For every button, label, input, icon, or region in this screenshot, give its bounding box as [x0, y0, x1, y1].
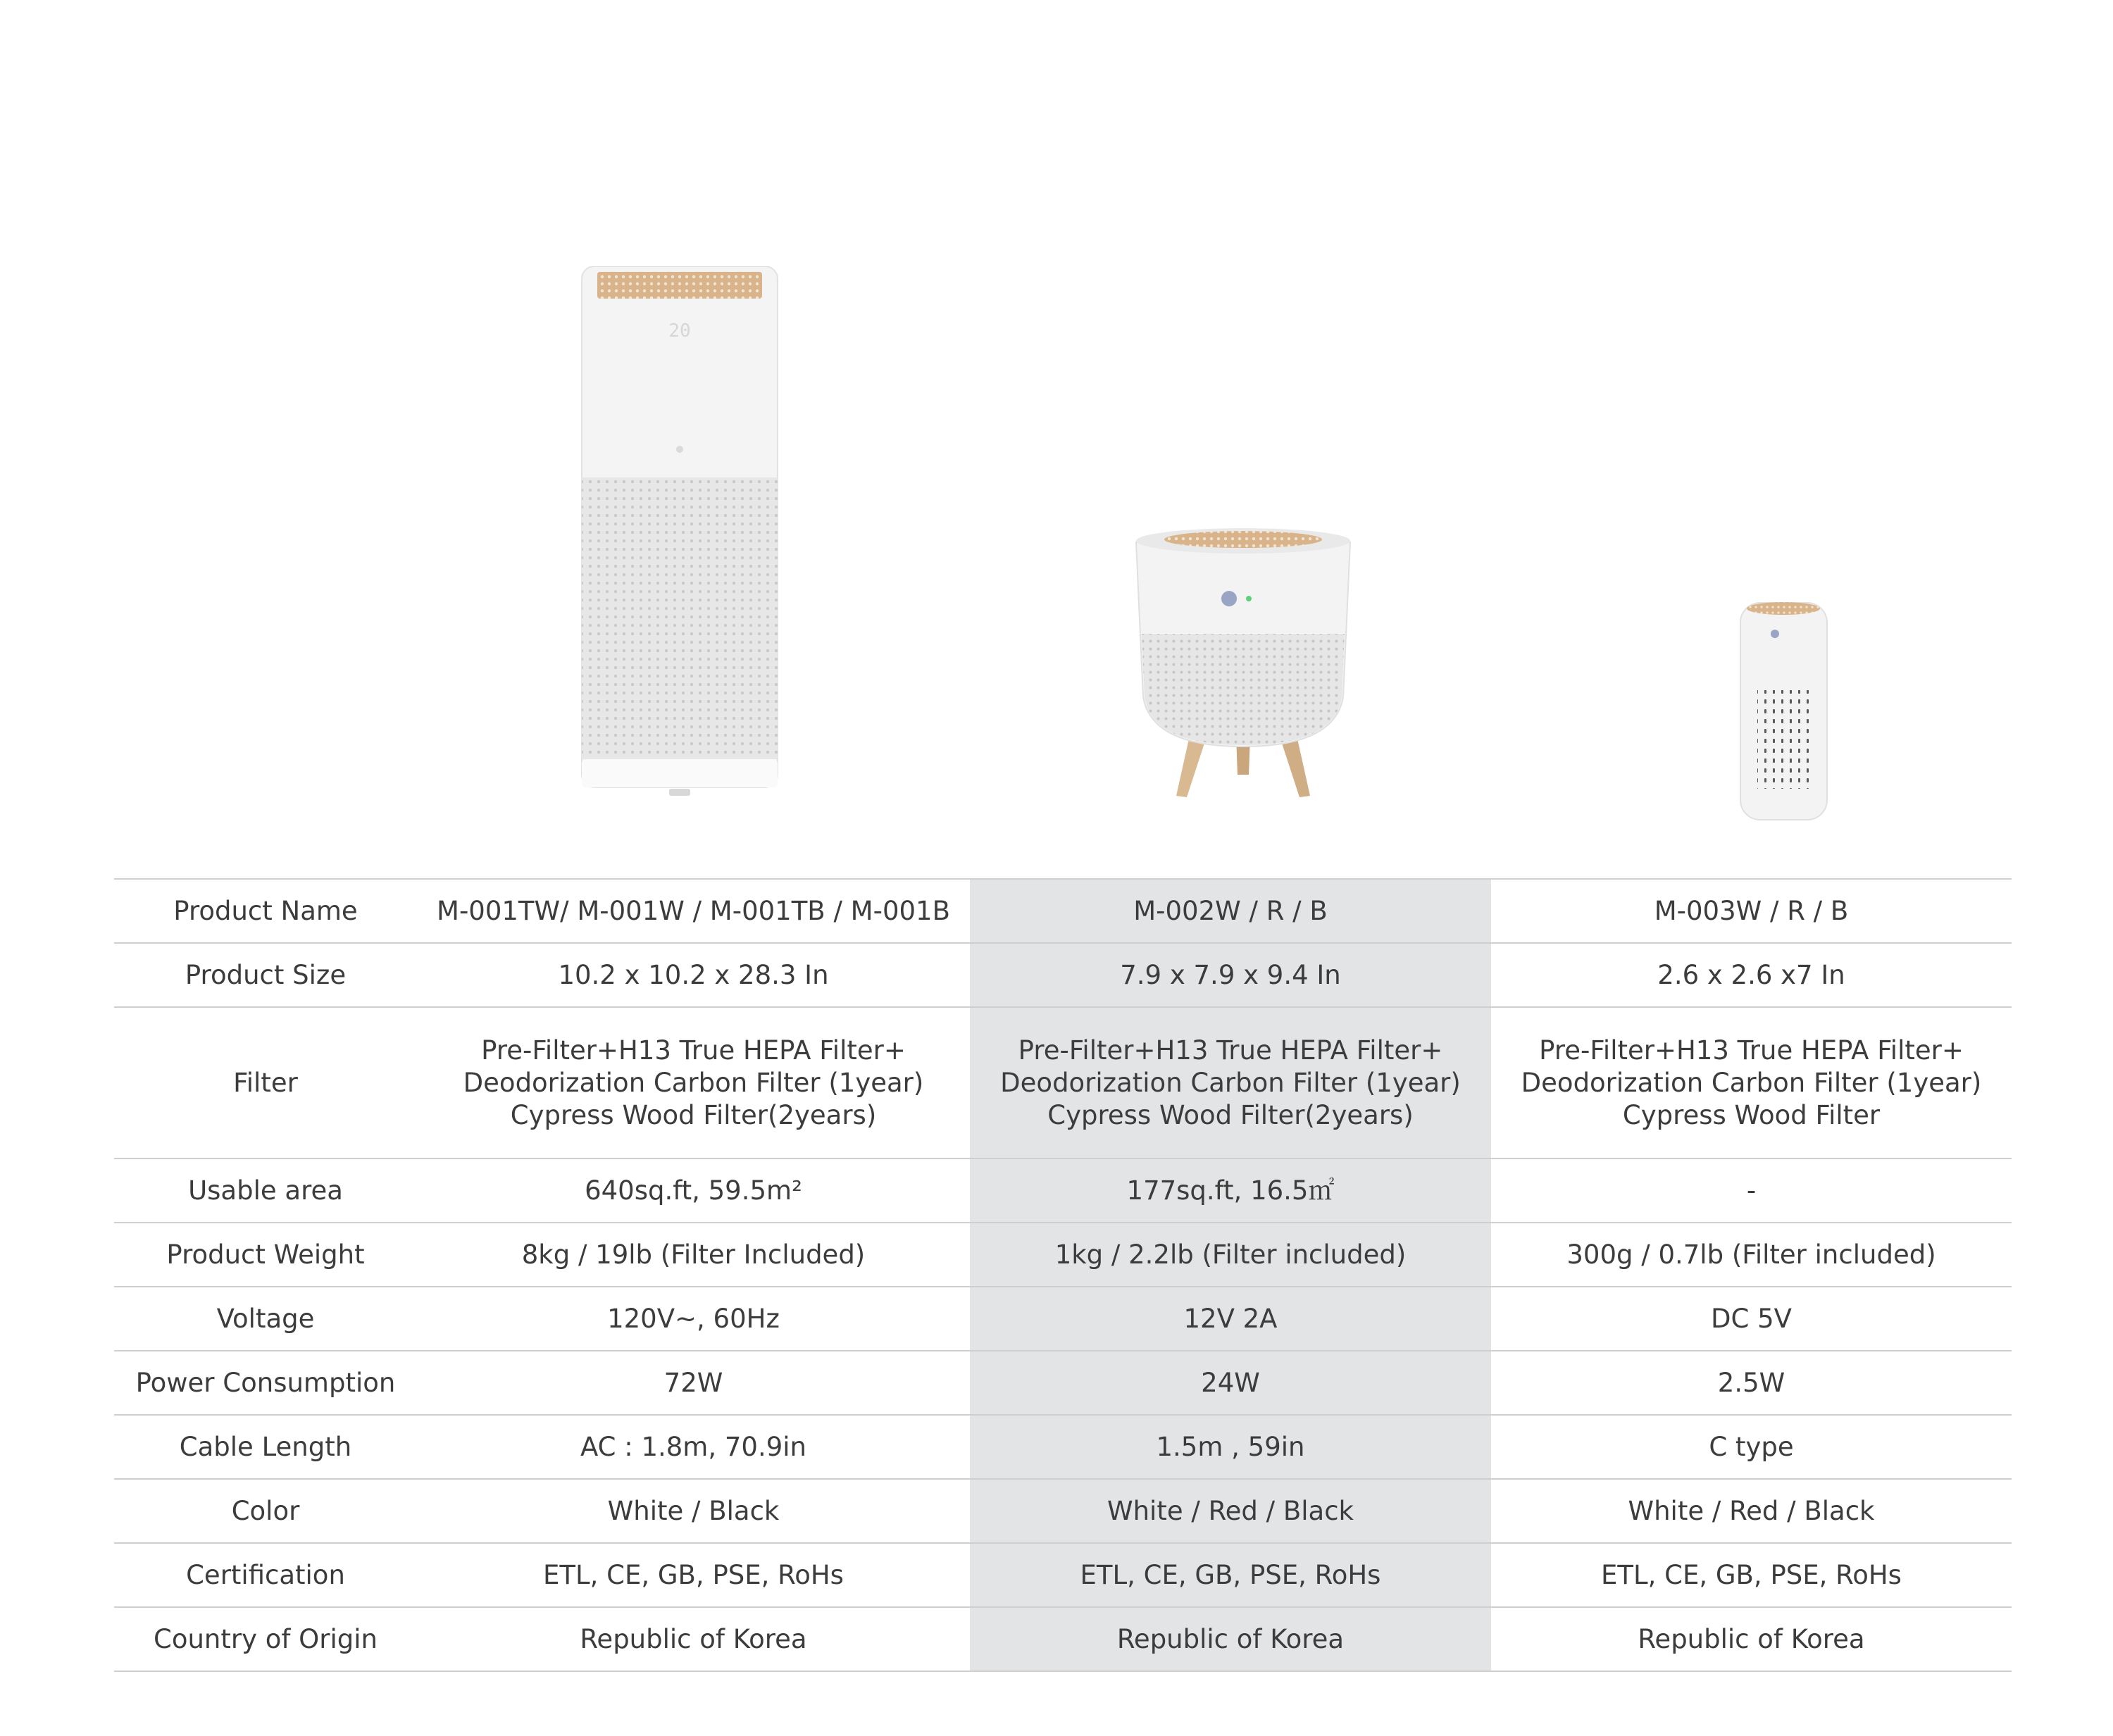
round-air-purifier-image [1123, 521, 1363, 806]
row-label: Usable area [114, 1159, 417, 1223]
table-cell: ETL, CE, GB, PSE, RoHs [417, 1543, 970, 1607]
filter-line: Cypress Wood Filter [1622, 1099, 1881, 1130]
filter-line: Cypress Wood Filter(2years) [1047, 1099, 1414, 1130]
table-row [114, 879, 2012, 943]
table-cell: 8kg / 19lb (Filter Included) [417, 1223, 970, 1287]
table-cell: 24W [970, 1351, 1491, 1415]
table-cell: AC : 1.8m, 70.9in [417, 1415, 970, 1479]
table-cell: 300g / 0.7lb (Filter included) [1491, 1223, 2012, 1287]
table-row [114, 1543, 2012, 1607]
table-cell: 12V 2A [970, 1287, 1491, 1351]
table-cell: M-001TW/ M-001W / M-001TB / M-001B [417, 879, 970, 943]
table-cell: White / Black [417, 1479, 970, 1543]
portable-air-purifier-image [1736, 599, 1831, 824]
filter-line: Deodorization Carbon Filter (1year) [1521, 1067, 1982, 1098]
table-row [114, 1287, 2012, 1351]
row-label: Country of Origin [114, 1607, 417, 1671]
table-cell: 177sq.ft, 16.5㎡ [970, 1159, 1491, 1223]
table-row [114, 1007, 2012, 1159]
table-row [114, 1415, 2012, 1479]
table-cell: DC 5V [1491, 1287, 2012, 1351]
table-row [114, 1351, 2012, 1415]
row-label: Power Consumption [114, 1351, 417, 1415]
row-label: Cable Length [114, 1415, 417, 1479]
row-label: Product Size [114, 943, 417, 1007]
table-cell: Republic of Korea [970, 1607, 1491, 1671]
table-cell: 1.5m , 59in [970, 1415, 1491, 1479]
filter-line: Deodorization Carbon Filter (1year) [463, 1067, 924, 1098]
table-cell: - [1491, 1159, 2012, 1223]
row-label: Voltage [114, 1287, 417, 1351]
table-cell: 120V~, 60Hz [417, 1287, 970, 1351]
filter-line: Pre-Filter+H13 True HEPA Filter+ [1539, 1035, 1964, 1066]
table-cell: M-002W / R / B [970, 879, 1491, 943]
table-cell: White / Red / Black [970, 1479, 1491, 1543]
table-row [114, 1159, 2012, 1223]
filter-line: Deodorization Carbon Filter (1year) [1000, 1067, 1461, 1098]
table-cell: ETL, CE, GB, PSE, RoHs [1491, 1543, 2012, 1607]
spec-comparison-table [114, 878, 2012, 1672]
table-cell [1491, 1007, 2012, 1159]
table-row [114, 1479, 2012, 1543]
table-cell: White / Red / Black [1491, 1479, 2012, 1543]
table-cell: 2.5W [1491, 1351, 2012, 1415]
table-cell: Republic of Korea [1491, 1607, 2012, 1671]
row-label: Product Name [114, 879, 417, 943]
table-cell: M-003W / R / B [1491, 879, 2012, 943]
row-label: Certification [114, 1543, 417, 1607]
table-cell: 7.9 x 7.9 x 9.4 In [970, 943, 1491, 1007]
table-cell: 1kg / 2.2lb (Filter included) [970, 1223, 1491, 1287]
row-label: Product Weight [114, 1223, 417, 1287]
table-cell: C type [1491, 1415, 2012, 1479]
table-row [114, 1607, 2012, 1671]
table-cell [970, 1007, 1491, 1159]
filter-line: Pre-Filter+H13 True HEPA Filter+ [481, 1035, 906, 1066]
table-cell: 72W [417, 1351, 970, 1415]
tall-tower-air-purifier-image [578, 266, 782, 801]
filter-line: Cypress Wood Filter(2years) [510, 1099, 877, 1130]
tower-display-reading: 20 [668, 320, 691, 342]
table-cell: 640sq.ft, 59.5m² [417, 1159, 970, 1223]
row-label: Filter [114, 1007, 417, 1159]
table-cell: 10.2 x 10.2 x 28.3 In [417, 943, 970, 1007]
table-cell: 2.6 x 2.6 x7 In [1491, 943, 2012, 1007]
table-cell: Republic of Korea [417, 1607, 970, 1671]
filter-line: Pre-Filter+H13 True HEPA Filter+ [1018, 1035, 1443, 1066]
table-cell: ETL, CE, GB, PSE, RoHs [970, 1543, 1491, 1607]
table-row [114, 1223, 2012, 1287]
table-row [114, 943, 2012, 1007]
row-label: Color [114, 1479, 417, 1543]
table-cell [417, 1007, 970, 1159]
